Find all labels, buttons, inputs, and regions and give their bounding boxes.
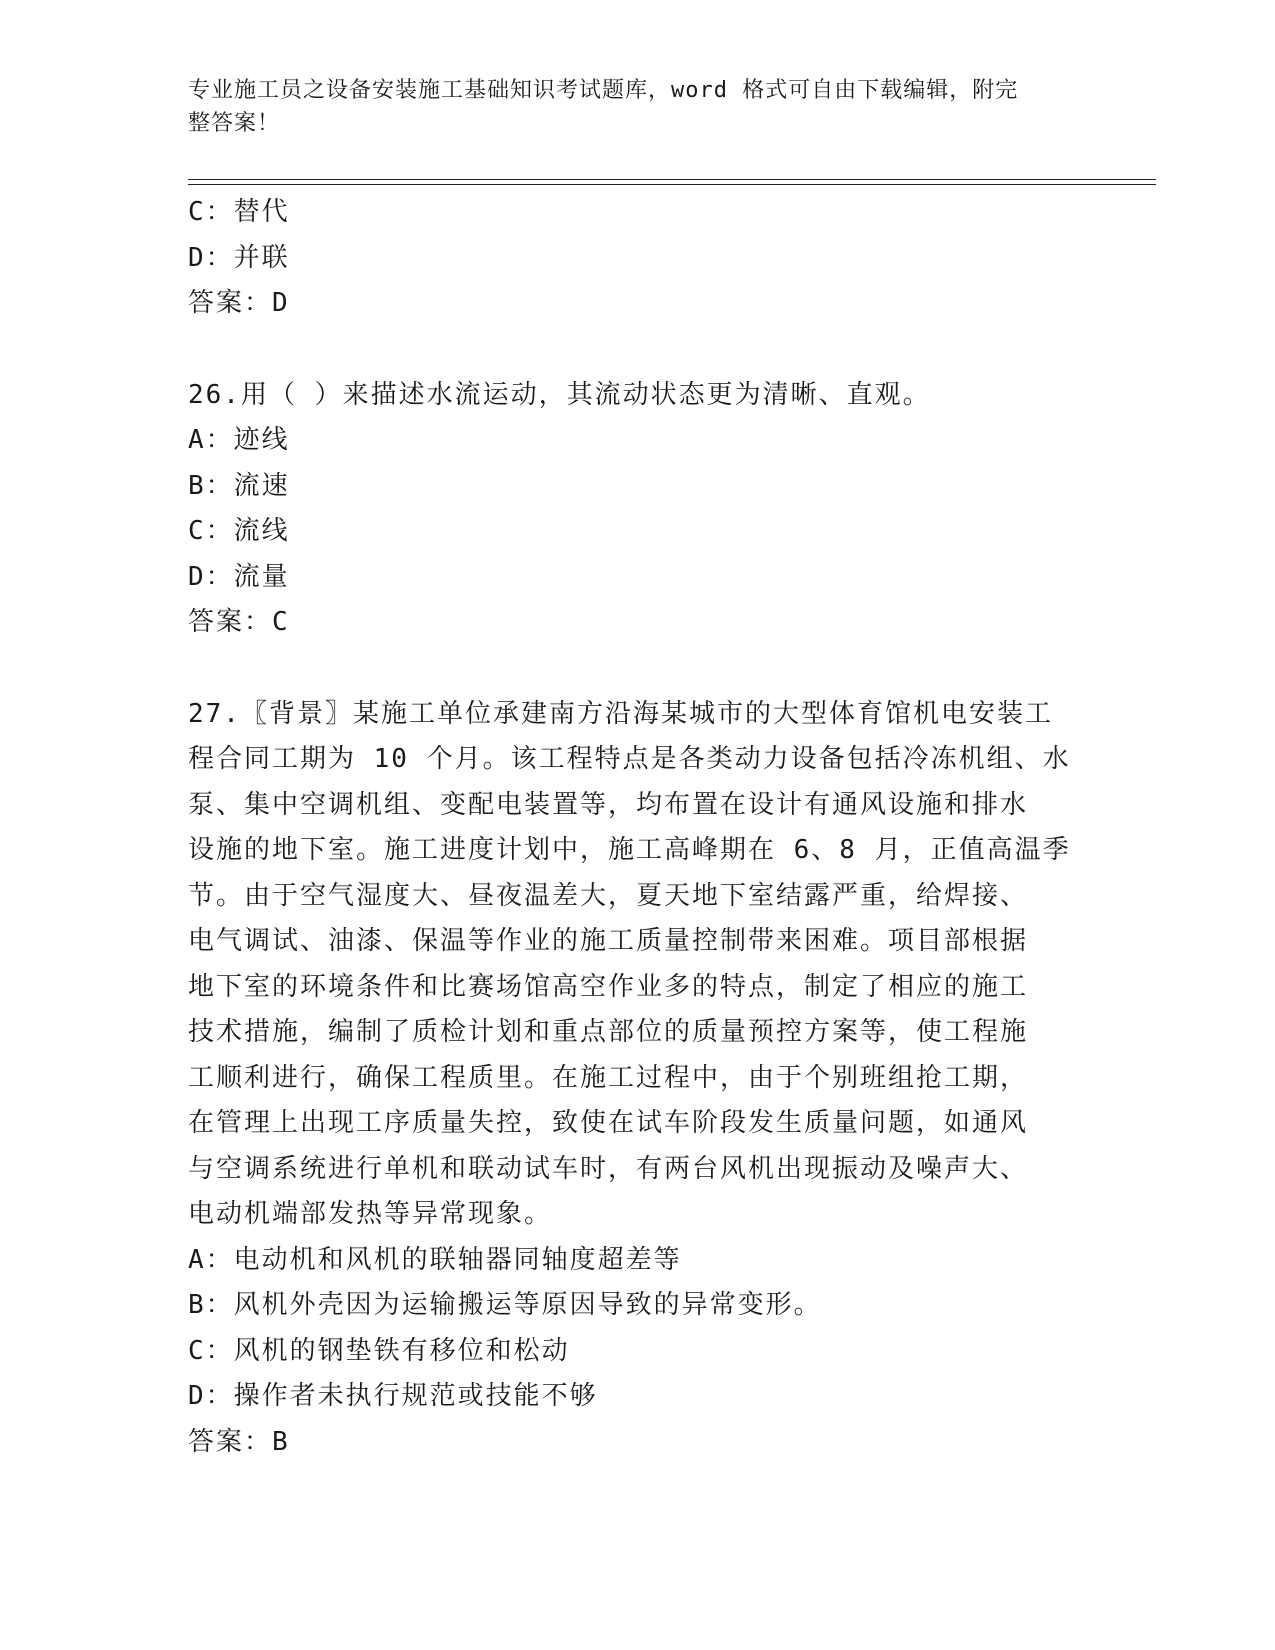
q27-text-line: 技术措施，编制了质检计划和重点部位的质量预控方案等，使工程施 [188, 1017, 1029, 1047]
spacer [188, 646, 1088, 692]
q26-option-d: D：流量 [188, 561, 290, 592]
q26-question-text: 26.用（ ）来描述水流运动，其流动状态更为清晰、直观。 [188, 379, 931, 410]
q27-option-d: D：操作者未执行规范或技能不够 [188, 1381, 598, 1411]
q27-option-c: C：风机的钢垫铁有移位和松动 [188, 1335, 570, 1366]
header-line-1: 专业施工员之设备安装施工基础知识考试题库，word 格式可自由下载编辑，附完 [188, 78, 1019, 103]
q27-text-line: 27.〖背景〗某施工单位承建南方沿海某城市的大型体育馆机电安装工 [188, 698, 1053, 729]
q27-text-line: 电气调试、油漆、保温等作业的施工质量控制带来困难。项目部根据 [188, 926, 1029, 956]
q27-text-line: 地下室的环境条件和比赛场馆高空作业多的特点，制定了相应的施工 [188, 971, 1029, 1002]
header-divider-top [188, 179, 1156, 180]
header-divider-bottom [188, 184, 1156, 185]
q27-text-line: 泵、集中空调机组、变配电装置等，均布置在设计有通风设施和排水 [188, 789, 1029, 820]
q27-question-text [188, 692, 1071, 1238]
q27-text-line: 节。由于空气湿度大、昼夜温差大，夏天地下室结露严重，给焊接、 [188, 880, 1029, 911]
q26-option-a: A：迹线 [188, 425, 290, 455]
q26-answer: 答案：C [188, 607, 290, 637]
q27-text-line: 电动机端部发热等异常现象。 [188, 1199, 553, 1229]
q25-answer: 答案：D [188, 288, 290, 318]
page-header [188, 74, 1068, 140]
q27-text-line: 设施的地下室。施工进度计划中，施工高峰期在 6、8 月，正值高温季 [188, 835, 1071, 865]
question-content [188, 190, 1088, 1465]
question-25-tail [188, 190, 1088, 327]
q26-option-c: C：流线 [188, 516, 290, 546]
q27-text-line: 程合同工期为 10 个月。该工程特点是各类动力设备包括冷冻机组、水 [188, 744, 1071, 774]
question-27 [188, 692, 1088, 1466]
q27-answer: 答案：B [188, 1426, 290, 1457]
q25-option-c: C：替代 [188, 197, 290, 227]
header-line-2: 整答案！ [188, 111, 281, 136]
q26-option-b: B：流速 [188, 470, 290, 501]
q27-option-a: A：电动机和风机的联轴器同轴度超差等 [188, 1244, 682, 1275]
q25-option-d: D：并联 [188, 242, 290, 273]
q27-text-line: 与空调系统进行单机和联动试车时，有两台风机出现振动及噪声大、 [188, 1153, 1029, 1184]
spacer [188, 327, 1088, 373]
question-26 [188, 373, 1088, 646]
q27-option-b: B：风机外壳因为运输搬运等原因导致的异常变形。 [188, 1290, 822, 1320]
q27-text-line: 工顺利进行，确保工程质里。在施工过程中，由于个别班组抢工期， [188, 1062, 1029, 1093]
q27-text-line: 在管理上出现工序质量失控，致使在试车阶段发生质量问题，如通风 [188, 1108, 1029, 1138]
